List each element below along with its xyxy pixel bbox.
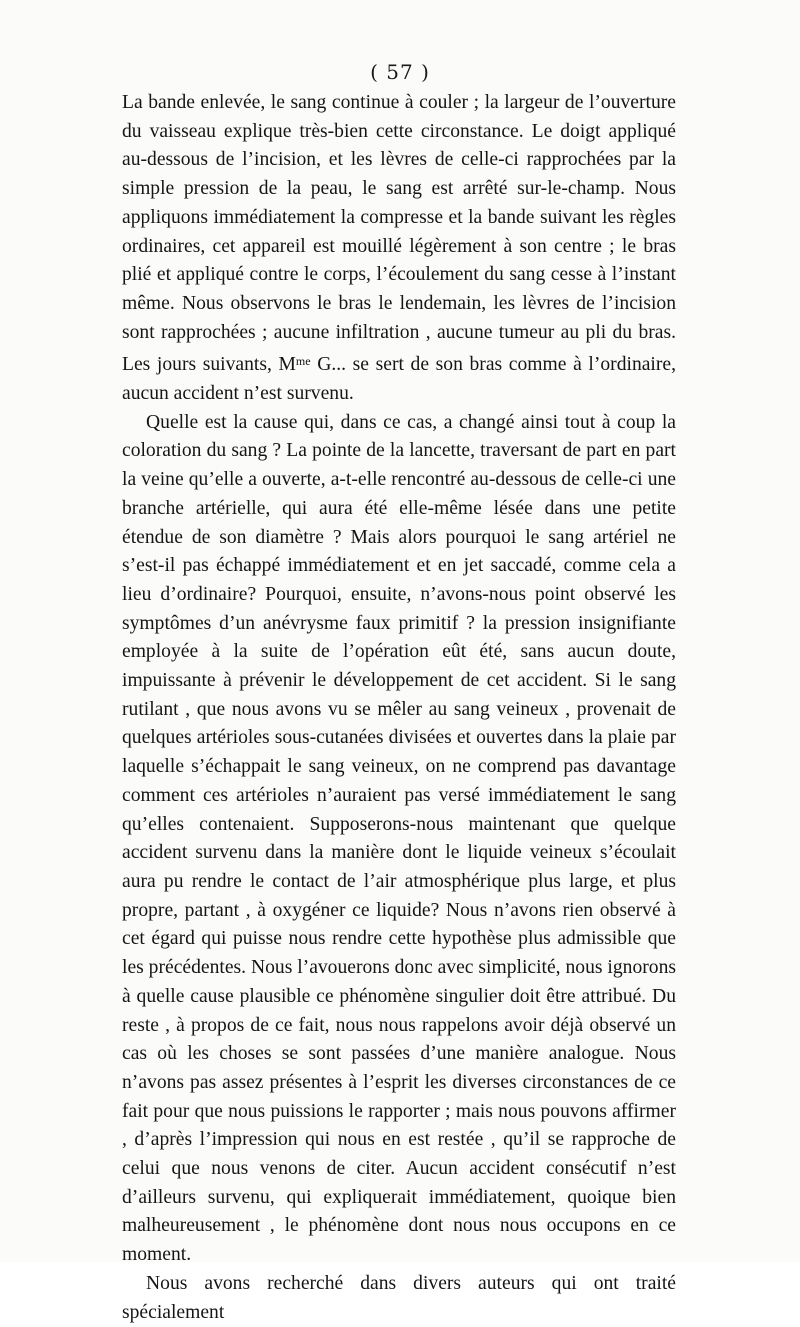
page-number: ( 57 ) [370,60,430,84]
paragraph-3: Nous avons recherché dans divers auteurs qui ont traité spécialement [122,1272,676,1323]
paragraph-1-text: La bande enlevée, le sang continue à couler ; la largeur de l’ouverture du vaisseau explique très-bien cette circonstance. Le doigt appliqué au-dessous de l’incision, et les lèvres de celle-ci rapprochées par la simple pression de la peau, le sang est arrêté sur-le-champ. Nous appliquons immédiatement la compresse et la bande suivant les règles ordinaires, cet appareil est mouillé légèrement à son centre ; le bras plié et appliqué contre le corps, l’écoulement du sang cesse à l’instant même. Nous observons le bras le lendemain, les lèvres de l’incision sont rapprochées ; aucune infiltration , aucune tumeur au pli du bras. Les jours suivants, M [122,92,676,376]
honorific-superscript: me [295,354,311,369]
paragraph-1 [122,89,676,409]
paragraph-2: Quelle est la cause qui, dans ce cas, a changé ainsi tout à coup la coloration du sang ? La pointe de la lancette, traversant de part en part la veine qu’elle a ouverte, a-t-elle rencontré au-dessous de celle-ci une branche artérielle, qui aura été elle-même lésée dans une petite étendue de son diamètre ? Mais alors pourquoi le sang artériel ne s’est-il pas échappé immédiatement et en jet saccadé, comme cela a lieu d’ordinaire? Pourquoi, ensuite, n’avons-nous point observé les symptômes d’un anévrysme faux primitif ? la pression insignifiante employée à la suite de l’opération eût été, sans aucun doute, impuissante à prévenir le développement de cet accident. Si le sang rutilant , que nous avons vu se mêler au sang veineux , provenait de quelques artérioles sous-cutanées divisées et ouvertes dans la plaie par laquelle s’échappait le sang veineux, on ne comprend pas davantage comment ces artérioles n’auraient pas versé immédiatement le sang qu’elles contenaient. Supposerons-nous maintenant que quelque accident survenu dans la manière dont le liquide veineux s’écoulait aura pu rendre le contact de l’air atmosphérique plus large, et plus propre, partant , à oxygéner ce liquide? Nous n’avons rien observé à cet égard qui puisse nous rendre cette hypothèse plus admissible que les précédentes. Nous l’avouerons donc avec simplicité, nous ignorons à quelle cause plausible ce phénomène singulier doit être attribué. Du reste , à propos de ce fait, nous nous rappelons avoir déjà observé un cas où les choses se sont passées d’une manière analogue. Nous n’avons pas assez présentes à l’esprit les diverses circonstances de ce fait pour que nous puissions le rapporter ; mais nous pouvons affirmer , d’après l’impression qui nous en est restée , qu’il se rapproche de celui que nous venons de citer. Aucun accident consécutif n’est d’ailleurs survenu, qui expliquerait immédiatement, quoique bien malheureusement , le phénomène dont nous nous occupons en ce moment. [122,411,676,1266]
body-text [122,89,676,1327]
paragraph-1-rest: G... se sert de son bras comme à l’ordinaire, aucun accident n’est survenu. [122,354,676,405]
